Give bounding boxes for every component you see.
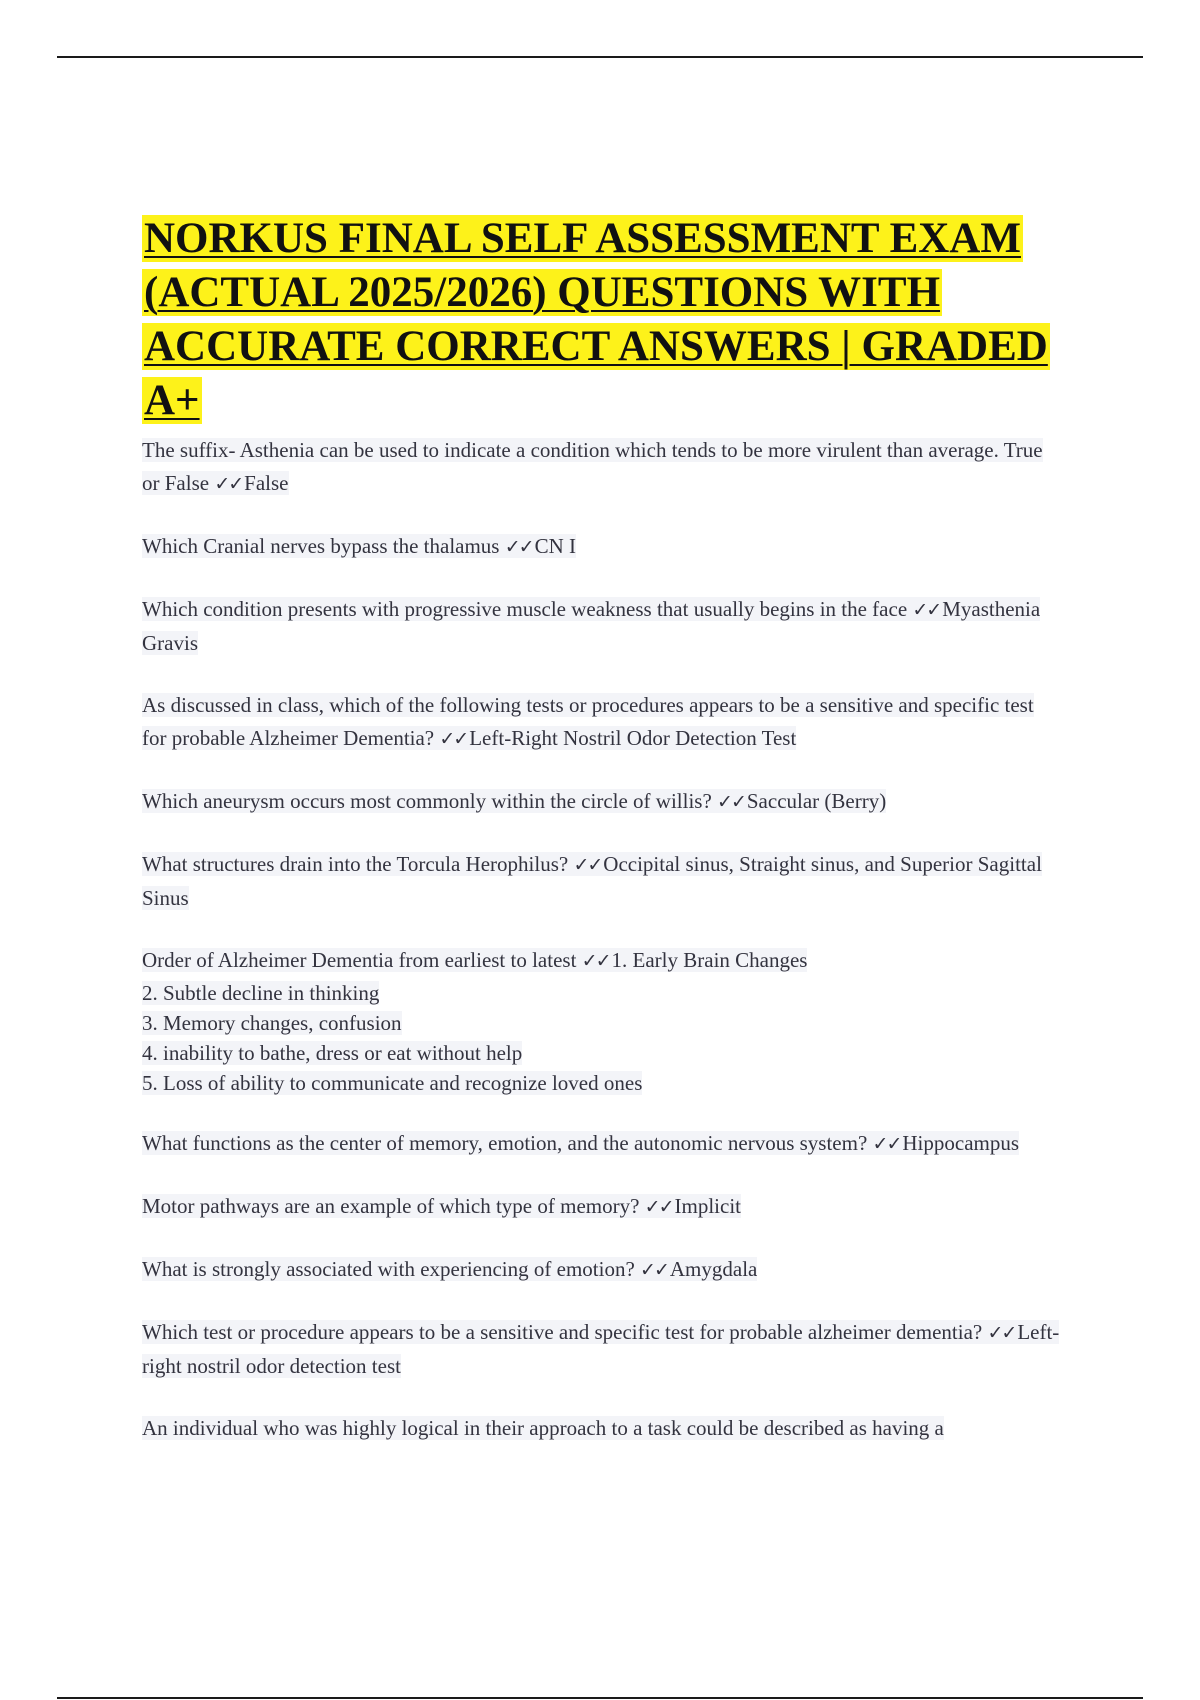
bottom-rule xyxy=(57,1697,1143,1699)
check-icon: ✓✓ xyxy=(214,473,243,495)
answer-step-text: 4. inability to bathe, dress or eat without help xyxy=(142,1041,523,1065)
question-text: Motor pathways are an example of which type of memory? xyxy=(142,1194,640,1218)
answer-text: Left-Right Nostril Odor Detection Test xyxy=(469,726,797,750)
qa-item xyxy=(142,434,1062,501)
answer-text: Hippocampus xyxy=(902,1131,1020,1155)
qa-item xyxy=(142,593,1062,660)
answer-text: Myasthenia Gravis xyxy=(142,597,1041,655)
answer-text: Left-right nostril odor detection test xyxy=(142,1320,1060,1378)
qa-item xyxy=(142,785,1062,819)
answer-text: Occipital sinus, Straight sinus, and Superior Sagittal Sinus xyxy=(142,852,1042,910)
qa-text xyxy=(142,1194,741,1218)
check-icon: ✓✓ xyxy=(573,854,602,876)
qa-item xyxy=(142,689,1062,756)
question-text: What is strongly associated with experiencing of emotion? xyxy=(142,1257,635,1281)
check-icon: ✓✓ xyxy=(987,1322,1016,1344)
answer-step-text: 5. Loss of ability to communicate and recognize loved ones xyxy=(142,1071,643,1095)
qa-item xyxy=(142,1316,1062,1383)
qa-item xyxy=(142,530,1062,564)
qa-text xyxy=(142,948,807,972)
question-text: Which aneurysm occurs most commonly within the circle of willis? xyxy=(142,789,712,813)
question-text: As discussed in class, which of the following tests or procedures appears to be a sensitive and specific test for probable Alzheimer Dementia? xyxy=(142,693,1034,750)
check-icon: ✓✓ xyxy=(872,1133,901,1155)
question-text: The suffix- Asthenia can be used to indicate a condition which tends to be more virulent than average. True or False xyxy=(142,438,1043,495)
check-icon: ✓✓ xyxy=(912,599,941,621)
qa-item xyxy=(142,1190,1062,1224)
answer-step-text: 2. Subtle decline in thinking xyxy=(142,981,380,1005)
question-text: Which condition presents with progressive muscle weakness that usually begins in the face xyxy=(142,597,908,621)
qa-text xyxy=(142,1416,944,1440)
qa-item xyxy=(142,944,1062,1098)
top-rule xyxy=(57,56,1143,58)
answer-step-text: 3. Memory changes, confusion xyxy=(142,1011,402,1035)
qa-text xyxy=(142,1257,757,1281)
qa-text xyxy=(142,1320,1059,1378)
question-text: Which Cranial nerves bypass the thalamus xyxy=(142,534,500,558)
qa-text xyxy=(142,852,1042,910)
qa-item xyxy=(142,848,1062,915)
answer-step xyxy=(142,978,1062,1008)
check-icon: ✓✓ xyxy=(644,1196,673,1218)
question-text: An individual who was highly logical in their approach to a task could be described as having a xyxy=(142,1416,944,1440)
qa-text xyxy=(142,438,1043,495)
question-text: Order of Alzheimer Dementia from earliest to latest xyxy=(142,948,577,972)
answer-text: Amygdala xyxy=(669,1257,758,1281)
answer-text: False xyxy=(244,471,289,495)
check-icon: ✓✓ xyxy=(581,950,610,972)
answer-text: 1. Early Brain Changes xyxy=(611,948,808,972)
qa-text xyxy=(142,789,886,813)
qa-item xyxy=(142,1127,1062,1161)
qa-text xyxy=(142,1131,1019,1155)
answer-text: CN I xyxy=(534,534,576,558)
title-highlight: NORKUS FINAL SELF ASSESSMENT EXAM (ACTUAL 2025/2026) QUESTIONS WITH ACCURATE CORRECT ANSWERS | GRADED A+ xyxy=(144,215,1048,424)
qa-text xyxy=(142,693,1034,750)
question-text: What structures drain into the Torcula Herophilus? xyxy=(142,852,569,876)
qa-list xyxy=(142,434,1062,1445)
check-icon: ✓✓ xyxy=(640,1259,668,1281)
check-icon: ✓✓ xyxy=(504,536,533,558)
answer-step xyxy=(142,1038,1062,1068)
answer-step xyxy=(142,1068,1062,1098)
qa-item xyxy=(142,1412,1062,1445)
question-text: Which test or procedure appears to be a sensitive and specific test for probable alzheimer dementia? xyxy=(142,1320,983,1344)
qa-item xyxy=(142,1253,1062,1287)
answer-text: Saccular (Berry) xyxy=(746,789,887,813)
check-icon: ✓✓ xyxy=(717,791,745,813)
answer-step xyxy=(142,1008,1062,1038)
question-text: What functions as the center of memory, emotion, and the autonomic nervous system? xyxy=(142,1131,868,1155)
check-icon: ✓✓ xyxy=(439,728,468,750)
qa-text xyxy=(142,597,1040,655)
document-title xyxy=(142,212,1062,428)
document-body xyxy=(142,212,1062,1474)
answer-text: Implicit xyxy=(674,1194,742,1218)
qa-text xyxy=(142,534,576,558)
